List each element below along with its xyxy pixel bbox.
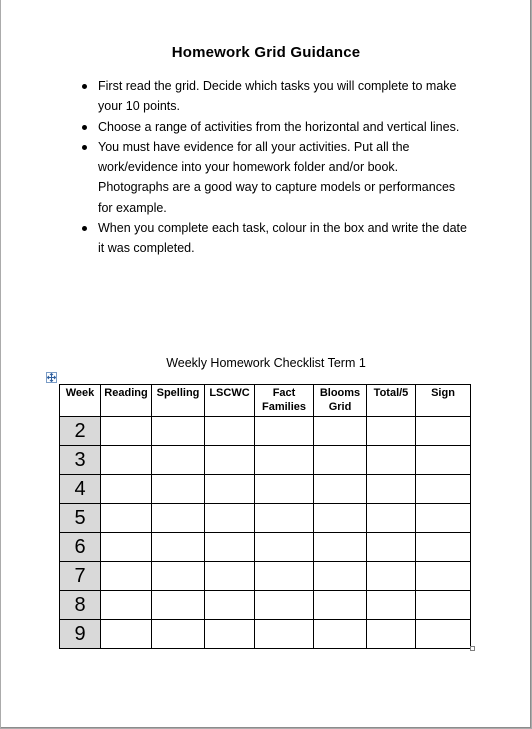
table-header-row	[60, 385, 471, 417]
checklist-cell[interactable]	[255, 562, 314, 591]
checklist-cell[interactable]	[152, 562, 205, 591]
checklist-cell[interactable]	[101, 562, 152, 591]
checklist-cell[interactable]	[314, 562, 367, 591]
checklist-cell[interactable]	[205, 620, 255, 649]
checklist-cell[interactable]	[314, 620, 367, 649]
checklist-cell[interactable]	[255, 620, 314, 649]
checklist-cell[interactable]	[367, 446, 416, 475]
checklist-cell[interactable]	[205, 417, 255, 446]
header-total: Total/5	[367, 385, 416, 417]
resize-square-icon[interactable]	[470, 646, 475, 651]
checklist-cell[interactable]	[205, 504, 255, 533]
table-row	[60, 446, 471, 475]
header-week: Week	[60, 385, 101, 417]
checklist-cell[interactable]	[416, 562, 471, 591]
checklist-cell[interactable]	[255, 591, 314, 620]
checklist-cell[interactable]	[152, 475, 205, 504]
checklist-cell[interactable]	[152, 620, 205, 649]
checklist-cell[interactable]	[416, 504, 471, 533]
checklist-cell[interactable]	[314, 591, 367, 620]
checklist-cell[interactable]	[101, 504, 152, 533]
checklist-cell[interactable]	[101, 417, 152, 446]
checklist-cell[interactable]	[152, 591, 205, 620]
header-reading: Reading	[101, 385, 152, 417]
checklist-cell[interactable]	[416, 620, 471, 649]
checklist-cell[interactable]	[101, 446, 152, 475]
checklist-cell[interactable]	[152, 446, 205, 475]
week-number: 3	[60, 446, 101, 475]
checklist-cell[interactable]	[205, 533, 255, 562]
header-fact-families: Fact Families	[255, 385, 314, 417]
table-row	[60, 504, 471, 533]
table-row	[60, 475, 471, 504]
table-row	[60, 417, 471, 446]
checklist-cell[interactable]	[255, 446, 314, 475]
header-spelling: Spelling	[152, 385, 205, 417]
checklist-cell[interactable]	[152, 417, 205, 446]
checklist-cell[interactable]	[255, 475, 314, 504]
checklist-cell[interactable]	[314, 475, 367, 504]
table-row	[60, 591, 471, 620]
checklist-cell[interactable]	[367, 417, 416, 446]
checklist-cell[interactable]	[416, 533, 471, 562]
week-number: 6	[60, 533, 101, 562]
checklist-cell[interactable]	[255, 504, 314, 533]
checklist-cell[interactable]	[314, 533, 367, 562]
checklist-cell[interactable]	[314, 417, 367, 446]
week-number: 5	[60, 504, 101, 533]
checklist-cell[interactable]	[367, 475, 416, 504]
checklist-cell[interactable]	[255, 417, 314, 446]
checklist-cell[interactable]	[367, 533, 416, 562]
table-row	[60, 562, 471, 591]
checklist-cell[interactable]	[416, 446, 471, 475]
move-arrows-icon[interactable]	[46, 372, 57, 383]
checklist-cell[interactable]	[152, 533, 205, 562]
week-number: 2	[60, 417, 101, 446]
guidance-bullet: When you complete each task, colour in the box and write the date it was completed.	[77, 218, 467, 259]
checklist-cell[interactable]	[367, 620, 416, 649]
week-number: 8	[60, 591, 101, 620]
checklist-cell[interactable]	[101, 475, 152, 504]
page-title: Homework Grid Guidance	[171, 44, 361, 61]
guidance-bullet: You must have evidence for all your activities. Put all the work/evidence into your homework folder and/or book. Photographs are a good way to capture models or performances for example.	[77, 137, 467, 218]
header-blooms-grid: Blooms Grid	[314, 385, 367, 417]
guidance-bullet: Choose a range of activities from the horizontal and vertical lines.	[77, 117, 467, 137]
checklist-cell[interactable]	[101, 620, 152, 649]
checklist-cell[interactable]	[314, 504, 367, 533]
checklist-cell[interactable]	[152, 504, 205, 533]
checklist-cell[interactable]	[205, 591, 255, 620]
checklist-cell[interactable]	[205, 446, 255, 475]
checklist-cell[interactable]	[367, 591, 416, 620]
header-lscwc: LSCWC	[205, 385, 255, 417]
checklist-cell[interactable]	[255, 533, 314, 562]
table-row	[60, 620, 471, 649]
checklist-cell[interactable]	[101, 533, 152, 562]
guidance-bullet: First read the grid. Decide which tasks you will complete to make your 10 points.	[77, 76, 467, 117]
checklist-cell[interactable]	[314, 446, 367, 475]
week-number: 9	[60, 620, 101, 649]
checklist-cell[interactable]	[101, 591, 152, 620]
table-caption: Weekly Homework Checklist Term 1	[166, 356, 366, 370]
week-number: 7	[60, 562, 101, 591]
checklist-cell[interactable]	[416, 591, 471, 620]
checklist-cell[interactable]	[367, 562, 416, 591]
guidance-list	[77, 76, 467, 259]
checklist-cell[interactable]	[416, 417, 471, 446]
checklist-cell[interactable]	[416, 475, 471, 504]
checklist-cell[interactable]	[367, 504, 416, 533]
header-sign: Sign	[416, 385, 471, 417]
checklist-cell[interactable]	[205, 475, 255, 504]
homework-checklist-table	[59, 384, 471, 649]
checklist-cell[interactable]	[205, 562, 255, 591]
table-row	[60, 533, 471, 562]
week-number: 4	[60, 475, 101, 504]
